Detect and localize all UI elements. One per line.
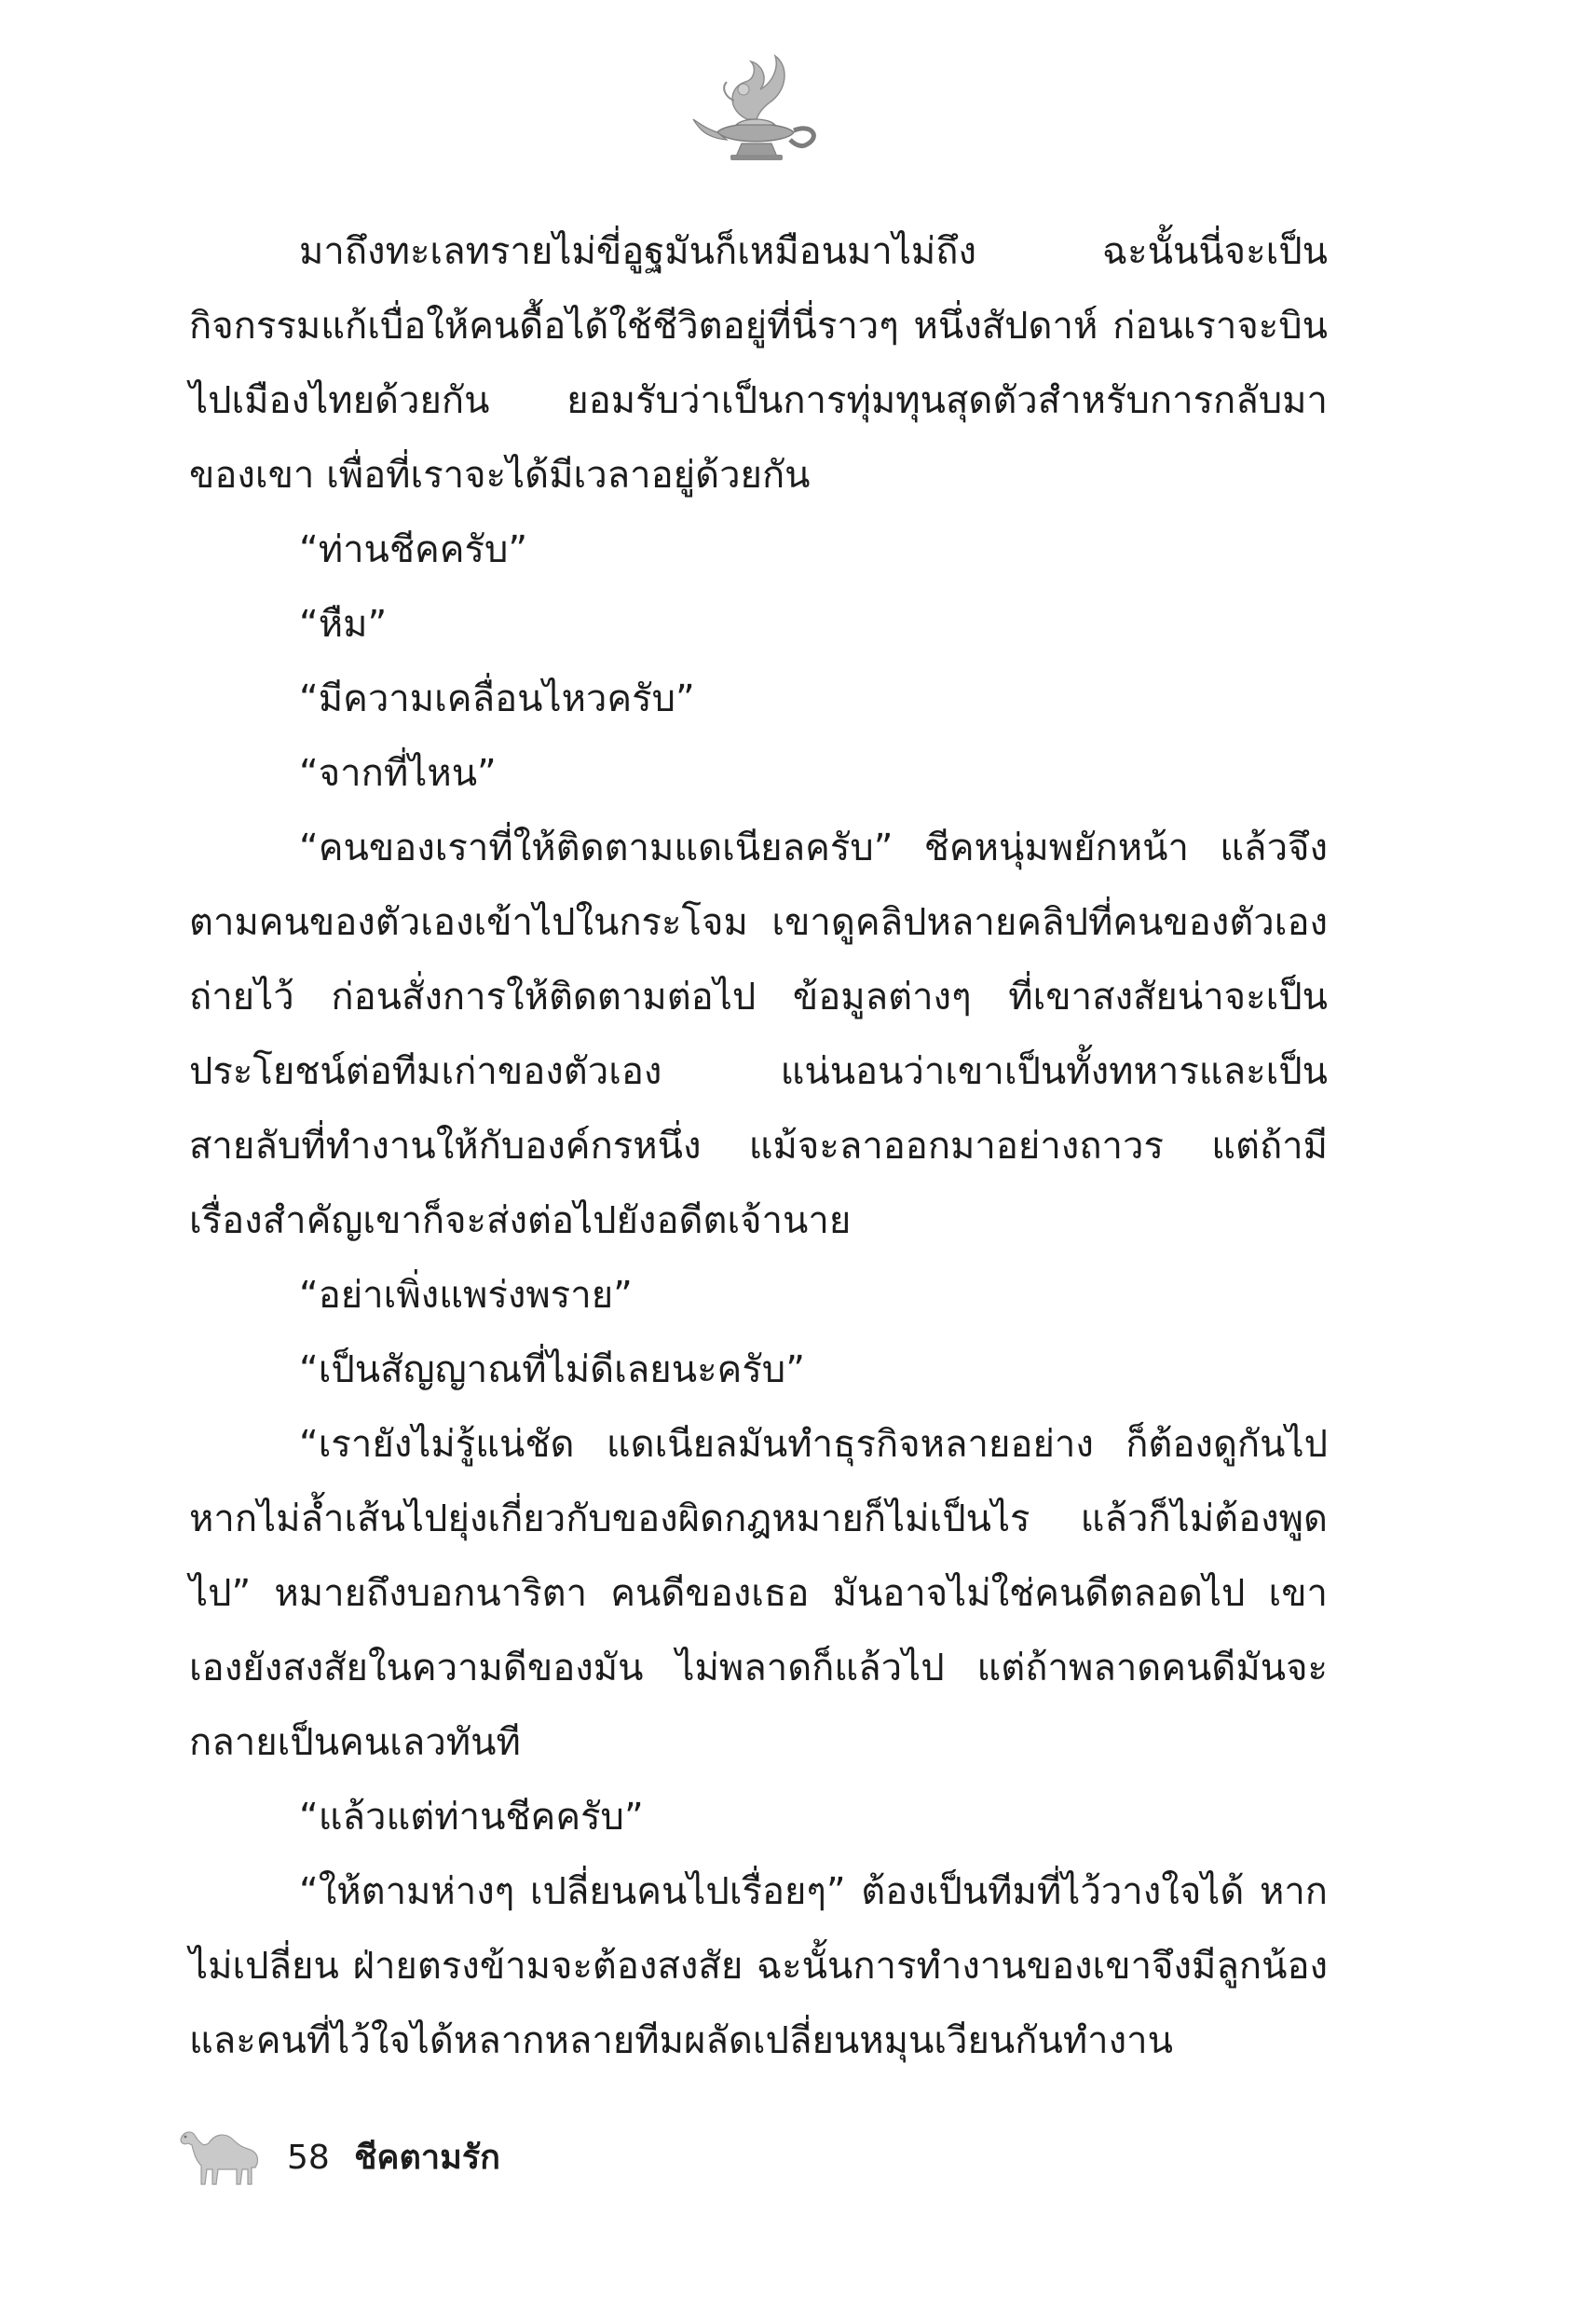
paragraph: มาถึงทะเลทรายไม่ขี่อูฐมันก็เหมือนมาไม่ถึง ฉะนั้นนี่จะเป็นกิจกรรมแก้เบื่อให้คนดื้อได้ใช้ชีวิตอยู่ที่นี่ราวๆ หนึ่งสัปดาห์ ก่อนเราจะบินไปเมืองไทยด้วยกัน ยอมรับว่าเป็นการทุ่มทุนสุดตัวสำหรับการกลับมาของเขา เพื่อที่เราจะได้มีเวลาอยู่ด้วยกัน <box>189 230 1328 497</box>
paragraph: “เรายังไม่รู้แน่ชัด แดเนียลมันทำธุรกิจหลายอย่าง ก็ต้องดูกันไปหากไม่ล้ำเส้นไปยุ่งเกี่ยวกับของผิดกฎหมายก็ไม่เป็นไร แล้วก็ไม่ต้องพูดไป” หมายถึงบอกนาริตา คนดีของเธอ มันอาจไม่ใช่คนดีตลอดไป เขาเองยังสงสัยในความดีของมัน ไม่พลาดก็แล้วไป แต่ถ้าพลาดคนดีมันจะกลายเป็นคนเลวทันที <box>189 1423 1328 1764</box>
dialogue-line: “อย่าเพิ่งแพร่งพราย” <box>299 1274 633 1317</box>
dialogue-line: “แล้วแต่ท่านชีคครับ” <box>299 1796 644 1839</box>
book-title: ชีคตามรัก <box>354 2139 500 2177</box>
dialogue-line: “มีความเคลื่อนไหวครับ” <box>299 677 695 720</box>
paragraph: “คนของเราที่ให้ติดตามแดเนียลครับ” ชีคหนุ่มพยักหน้า แล้วจึงตามคนของตัวเองเข้าไปในกระโจม เขาดูคลิปหลายคลิปที่คนของตัวเองถ่ายไว้ ก่อนสั่งการให้ติดตามต่อไป ข้อมูลต่างๆ ที่เขาสงสัยน่าจะเป็นประโยชน์ต่อทีมเก่าของตัวเอง แน่นอนว่าเขาเป็นทั้งทหารและเป็นสายลับที่ทำงานให้กับองค์กรหนึ่ง แม้จะลาออกมาอย่างถาวร แต่ถ้ามีเรื่องสำคัญเขาก็จะส่งต่อไปยังอดีตเจ้านาย <box>189 827 1328 1242</box>
dialogue-line: “หืม” <box>299 603 388 646</box>
dialogue-line: “ท่านชีคครับ” <box>299 528 528 571</box>
dialogue-line: “จากที่ไหน” <box>299 752 497 795</box>
page-footer <box>177 2115 643 2199</box>
camel-icon <box>177 2115 263 2190</box>
page-number: 58 <box>287 2139 330 2177</box>
genie-lamp-icon <box>689 54 829 164</box>
dialogue-line: “เป็นสัญญาณที่ไม่ดีเลยนะครับ” <box>299 1348 805 1391</box>
body-text <box>189 214 1328 2078</box>
paragraph: “ให้ตามห่างๆ เปลี่ยนคนไปเรื่อยๆ” ต้องเป็นทีมที่ไว้วางใจได้ หากไม่เปลี่ยน ฝ่ายตรงข้ามจะต้องสงสัย ฉะนั้นการทำงานของเขาจึงมีลูกน้องและคนที่ไว้ใจได้หลากหลายทีมผลัดเปลี่ยนหมุนเวียนกันทำงาน <box>189 1870 1328 2062</box>
